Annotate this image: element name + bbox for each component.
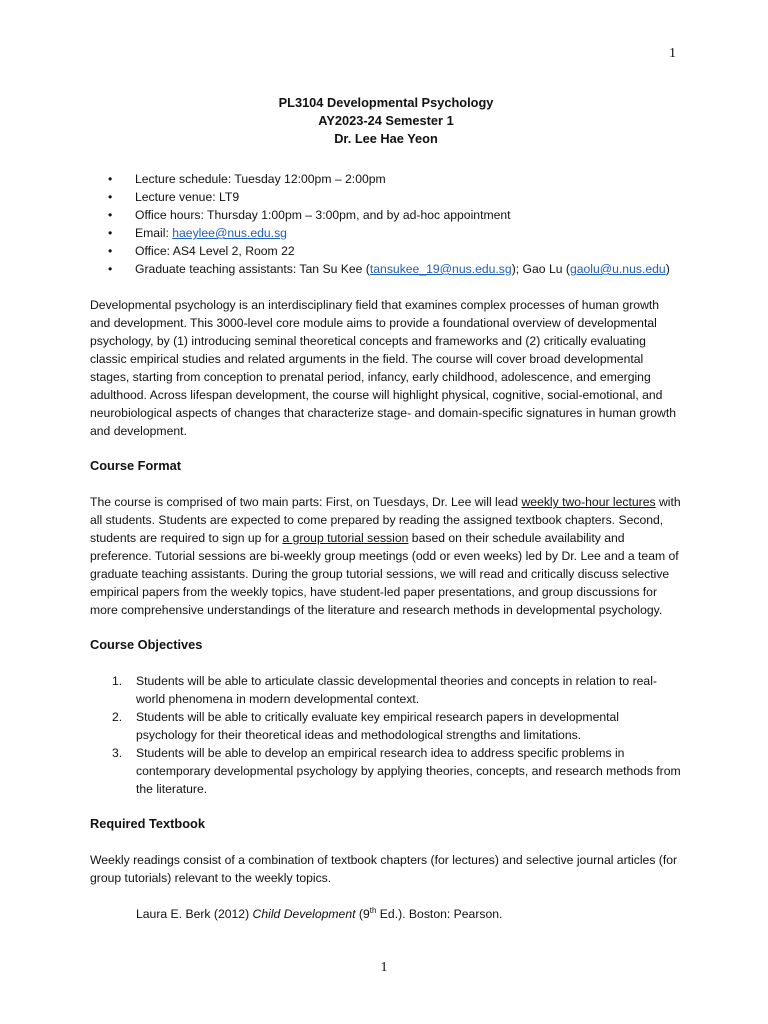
weekly-lectures-emphasis: weekly two-hour lectures (521, 495, 656, 509)
course-info-list (108, 170, 682, 278)
document-body (90, 94, 682, 923)
ta2-email-link[interactable]: gaolu@u.nus.edu (569, 262, 666, 276)
page-number-top: 1 (669, 46, 676, 61)
course-description: Developmental psychology is an interdisciplinary field that examines complex processes of human growth and development. This 3000-level core module aims to provide a foundational overview of developmental psychology, by (1) introducing seminal theoretical concepts and frameworks and (2) critically evaluating classic empirical studies and related arguments in the field. The course will cover broad developmental stages, starting from conception to prenatal period, infancy, early childhood, adolescence, and emerging adulthood. Across lifespan development, the course will highlight physical, cognitive, social-emotional, and neurobiological aspects of changes that characterize stage- and domain-specific signatures in human growth and development. (90, 298, 677, 438)
teaching-assistants: • Graduate teaching assistants: Tan Su Kee (tansukee_19@nus.edu.sg); Gao Lu (gaolu@u.nus.edu) (108, 260, 682, 278)
required-textbook-heading: Required Textbook (90, 816, 205, 831)
instructor-name: Dr. Lee Hae Yeon (334, 131, 438, 146)
office-location: • Office: AS4 Level 2, Room 22 (108, 242, 682, 260)
ta1-email-link[interactable]: tansukee_19@nus.edu.sg (369, 262, 512, 276)
page-number-bottom: 1 (380, 960, 388, 975)
group-tutorial-emphasis: a group tutorial session (282, 531, 409, 545)
instructor-email-link[interactable]: haeylee@nus.edu.sg (172, 226, 287, 240)
objective-item: 1. Students will be able to articulate classic developmental theories and concepts in relation to real-world phenomena in modern developmental context. (112, 674, 657, 706)
lecture-schedule: • Lecture schedule: Tuesday 12:00pm – 2:00pm (108, 170, 682, 188)
office-hours: • Office hours: Thursday 1:00pm – 3:00pm, and by ad-hoc appointment (108, 206, 682, 224)
course-objectives-list (112, 672, 682, 798)
email-line: • Email: haeylee@nus.edu.sg (108, 224, 682, 242)
course-objectives-heading: Course Objectives (90, 637, 203, 652)
course-format-heading: Course Format (90, 458, 182, 473)
weekly-readings-paragraph: Weekly readings consist of a combination of textbook chapters (for lectures) and selective journal articles (for group tutorials) relevant to the weekly topics. (90, 853, 678, 885)
course-format-paragraph: The course is comprised of two main parts: First, on Tuesdays, Dr. Lee will lead weekly two-hour lectures with all students. Students are expected to come prepared by reading the assigned textbook chapters. Second, students are required to sign up for a group tutorial session based on their schedule availability and preference. Tutorial sessions are bi-weekly group meetings (odd or even weeks) led by Dr. Lee and a team of graduate teaching assistants. During the group tutorial sessions, we will read and critically discuss selective empirical papers from the weekly topics, have student-led paper presentations, and group discussions for more comprehensive understandings of the literature and research methods in developmental psychology. (90, 495, 681, 617)
course-title: PL3104 Developmental Psychology (278, 95, 494, 110)
objective-item: 3. Students will be able to develop an empirical research idea to address specific problems in contemporary developmental psychology by applying theories, concepts, and research methods from the literature. (112, 746, 681, 796)
objective-item: 2. Students will be able to critically evaluate key empirical research papers in developmental psychology for their theoretical ideas and methodological strengths and limitations. (112, 710, 620, 742)
course-semester: AY2023-24 Semester 1 (318, 113, 454, 128)
textbook-title: Child Development (252, 907, 356, 921)
lecture-venue: • Lecture venue: LT9 (108, 188, 682, 206)
course-title-block (90, 94, 682, 148)
textbook-citation: Laura E. Berk (2012) Child Development (9th Ed.). Boston: Pearson. (136, 905, 503, 921)
